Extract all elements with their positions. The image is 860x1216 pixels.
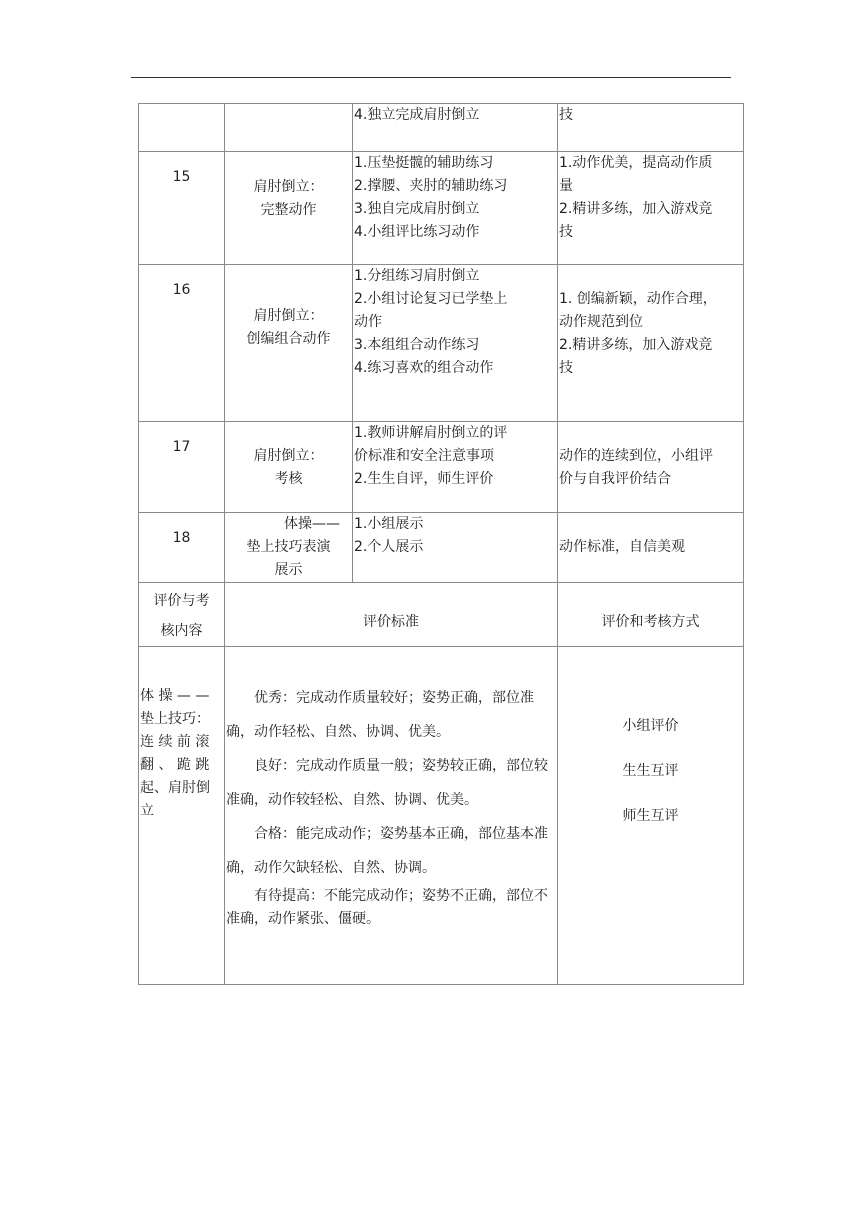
keypoint-line: 量: [559, 178, 573, 194]
keypoint-line: 1. 创编新颖，动作合理，: [559, 291, 717, 307]
criteria-header-cell: [225, 583, 558, 647]
keypoint-line: 动作的连续到位，小组评: [559, 448, 713, 464]
topic-line: 完整动作: [260, 202, 317, 218]
topic-line: 体操——: [284, 516, 340, 532]
evaluation-item-line: 垫上技巧：: [140, 711, 210, 727]
lesson-content-cell: [353, 422, 558, 513]
lesson-content-cell: [353, 152, 558, 265]
content-line: 2.生生自评，师生评价: [354, 471, 494, 487]
content-line: 1.压垫挺髋的辅助练习: [354, 155, 494, 171]
content-line: 1.分组练习肩肘倒立: [354, 268, 480, 284]
table-row: [139, 104, 744, 152]
table-row: [139, 513, 744, 583]
keypoint-line: 1.动作优美，提高动作质: [559, 155, 713, 171]
evaluation-body-row: [139, 647, 744, 985]
lesson-number-cell: [139, 104, 225, 152]
content-line: 3.独自完成肩肘倒立: [354, 201, 480, 217]
topic-line: 考核: [274, 471, 303, 487]
lesson-number: 18: [172, 530, 191, 546]
topic-line: 垫上技巧表演: [246, 539, 331, 555]
evaluation-item-line: 起、肩肘倒: [140, 780, 210, 796]
content-line: 动作: [354, 314, 382, 330]
criteria-good: 良好：完成动作质量一般；姿势较正确，部位较准确，动作较轻松、自然、协调、优美。: [226, 758, 548, 808]
lesson-number: 17: [172, 439, 191, 455]
evaluation-item-line: 立: [140, 803, 154, 819]
lesson-number: 16: [172, 282, 191, 298]
evaluation-label-cell: [139, 583, 225, 647]
keypoint-line: 2.精讲多练，加入游戏竞: [559, 201, 713, 217]
lesson-topic-cell: [225, 513, 353, 583]
content-line: 1.教师讲解肩肘倒立的评: [354, 425, 508, 441]
lesson-keypoints-cell: [558, 104, 744, 152]
criteria-needs-improvement: 有待提高：不能完成动作；姿势不正确，部位不准确，动作紧张、僵硬。: [226, 888, 548, 927]
keypoint-line: 技: [559, 224, 573, 240]
content-line: 2.个人展示: [354, 539, 424, 555]
content-line: 3.本组组合动作练习: [354, 337, 480, 353]
topic-line: 创编组合动作: [246, 331, 331, 347]
content-line: 价标准和安全注意事项: [354, 448, 494, 464]
content-line: 4.小组评比练习动作: [354, 224, 480, 240]
evaluation-item-line: 连 续 前 滚: [140, 734, 210, 750]
method-header-cell: [558, 583, 744, 647]
lesson-number-cell: [139, 513, 225, 583]
keypoint-line: 动作标准，自信美观: [559, 539, 685, 555]
keypoint-line: 技: [559, 107, 573, 123]
criteria-pass: 合格：能完成动作；姿势基本正确，部位基本准确，动作欠缺轻松、自然、协调。: [226, 826, 548, 876]
lesson-content-cell: [353, 513, 558, 583]
criteria-header: 评价标准: [363, 614, 419, 630]
content-line: 4.练习喜欢的组合动作: [354, 360, 494, 376]
content-line: 2.撑腰、夹肘的辅助练习: [354, 178, 508, 194]
method-group: 小组评价: [622, 718, 679, 734]
lesson-topic-cell: [225, 152, 353, 265]
evaluation-item-cell: [139, 647, 225, 985]
topic-line: 肩肘倒立：: [253, 308, 324, 324]
method-teacher: 师生互评: [622, 808, 679, 824]
content-line: 2.小组讨论复习已学垫上: [354, 291, 508, 307]
table-row: [139, 265, 744, 422]
lesson-keypoints-cell: [558, 265, 744, 422]
lesson-number-cell: [139, 265, 225, 422]
criteria-excellent: 优秀：完成动作质量较好；姿势正确，部位准确，动作轻松、自然、协调、优美。: [226, 690, 534, 740]
lesson-topic-cell: [225, 422, 353, 513]
evaluation-criteria-cell: [225, 647, 558, 985]
lesson-content-cell: [353, 265, 558, 422]
method-header: 评价和考核方式: [601, 614, 700, 630]
lesson-keypoints-cell: [558, 422, 744, 513]
topic-line: 展示: [274, 562, 303, 578]
keypoint-line: 技: [559, 360, 573, 376]
lesson-keypoints-cell: [558, 513, 744, 583]
keypoint-line: 2.精讲多练，加入游戏竞: [559, 337, 713, 353]
lesson-content-cell: [353, 104, 558, 152]
lesson-number-cell: [139, 422, 225, 513]
evaluation-header-row: [139, 583, 744, 647]
lesson-topic-cell: [225, 104, 353, 152]
lesson-number: 15: [172, 169, 191, 185]
table-row: [139, 422, 744, 513]
evaluation-method-cell: [558, 647, 744, 985]
method-peer: 生生互评: [622, 763, 679, 779]
lesson-topic-cell: [225, 265, 353, 422]
content-line: 4.独立完成肩肘倒立: [354, 107, 480, 123]
header-rule: [131, 77, 731, 78]
evaluation-item-line: 体 操 — —: [140, 688, 210, 704]
evaluation-item-line: 翻 、 跪 跳: [140, 757, 210, 773]
topic-line: 肩肘倒立：: [253, 179, 324, 195]
lesson-number-cell: [139, 152, 225, 265]
keypoint-line: 价与自我评价结合: [559, 471, 671, 487]
keypoint-line: 动作规范到位: [559, 314, 643, 330]
lesson-plan-table: [138, 103, 744, 985]
content-line: 1.小组展示: [354, 516, 424, 532]
topic-line: 肩肘倒立：: [253, 448, 324, 464]
evaluation-label-line: 核内容: [160, 623, 203, 639]
table-row: [139, 152, 744, 265]
lesson-keypoints-cell: [558, 152, 744, 265]
evaluation-label-line: 评价与考: [153, 593, 210, 609]
